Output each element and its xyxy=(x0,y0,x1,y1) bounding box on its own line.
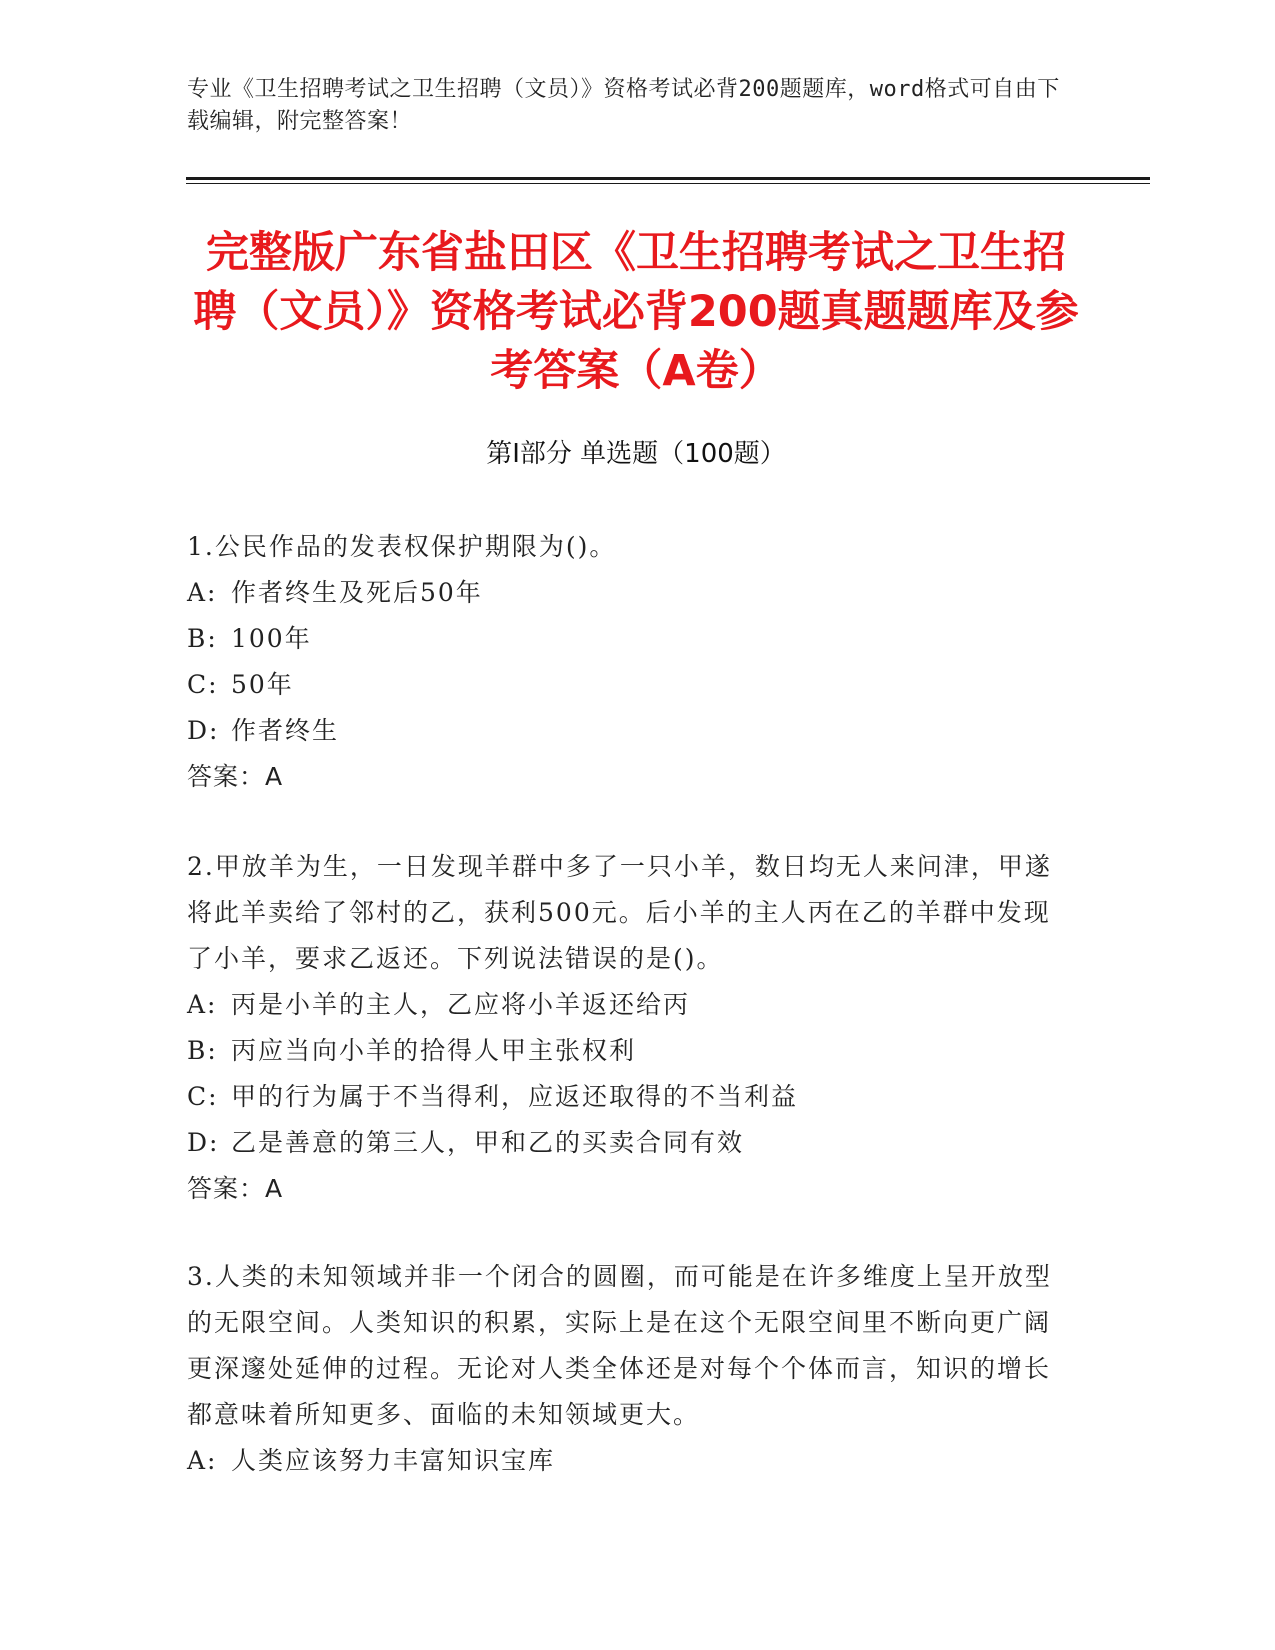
option-a xyxy=(187,982,1067,1028)
option-text: 乙是善意的第三人，甲和乙的买卖合同有效 xyxy=(231,1128,745,1157)
option-c xyxy=(187,1074,1067,1120)
option-text: 作者终生 xyxy=(231,716,340,745)
question-stem: 1.公民作品的发表权保护期限为()。 xyxy=(187,532,617,561)
header-divider-thick xyxy=(186,177,1150,180)
option-text: 50年 xyxy=(231,670,294,699)
option-text: 作者终生及死后50年 xyxy=(231,578,483,607)
option-a xyxy=(187,570,1067,616)
option-letter: D: xyxy=(187,1128,220,1157)
option-c xyxy=(187,662,1067,708)
document-title: 完整版广东省盐田区《卫生招聘考试之卫生招聘（文员）》资格考试必背200题真题题库及参考答案（A卷） xyxy=(193,228,1079,396)
option-letter: D: xyxy=(187,716,220,745)
option-text: 丙应当向小羊的拾得人甲主张权利 xyxy=(231,1036,637,1065)
option-letter: B: xyxy=(187,1036,218,1065)
header-divider-thin xyxy=(186,183,1150,184)
question-3 xyxy=(187,1254,1067,1484)
option-a xyxy=(187,1438,1067,1484)
question-stem: 3.人类的未知领域并非一个闭合的圆圈，而可能是在许多维度上呈开放型的无限空间。人类知识的积累，实际上是在这个无限空间里不断向更广阔更深邃处延伸的过程。无论对人类全体还是对每个个体而言，知识的增长都意味着所知更多、面临的未知领域更大。 xyxy=(187,1262,1052,1429)
option-letter: A: xyxy=(187,578,218,607)
section-heading: 第Ⅰ部分 单选题（100题） xyxy=(486,439,786,469)
option-letter: B: xyxy=(187,624,218,653)
option-letter: C: xyxy=(187,670,219,699)
header-note: 专业《卫生招聘考试之卫生招聘（文员）》资格考试必背200题题库，word格式可自由下载编辑，附完整答案！ xyxy=(187,77,1060,134)
option-d xyxy=(187,708,1067,754)
option-text: 甲的行为属于不当得利，应返还取得的不当利益 xyxy=(231,1082,799,1111)
option-b xyxy=(187,616,1067,662)
question-1 xyxy=(187,524,1067,800)
option-letter: A: xyxy=(187,990,218,1019)
option-b xyxy=(187,1028,1067,1074)
option-text: 100年 xyxy=(231,624,312,653)
option-d xyxy=(187,1120,1067,1166)
answer-line: 答案：A xyxy=(187,1174,284,1203)
option-letter: C: xyxy=(187,1082,219,1111)
answer-line: 答案：A xyxy=(187,762,284,791)
question-stem: 2.甲放羊为生，一日发现羊群中多了一只小羊，数日均无人来问津，甲遂将此羊卖给了邻村的乙，获利500元。后小羊的主人丙在乙的羊群中发现了小羊，要求乙返还。下列说法错误的是()。 xyxy=(187,852,1052,973)
option-text: 丙是小羊的主人，乙应将小羊返还给丙 xyxy=(231,990,691,1019)
question-2 xyxy=(187,844,1067,1212)
option-text: 人类应该努力丰富知识宝库 xyxy=(231,1446,556,1475)
option-letter: A: xyxy=(187,1446,218,1475)
